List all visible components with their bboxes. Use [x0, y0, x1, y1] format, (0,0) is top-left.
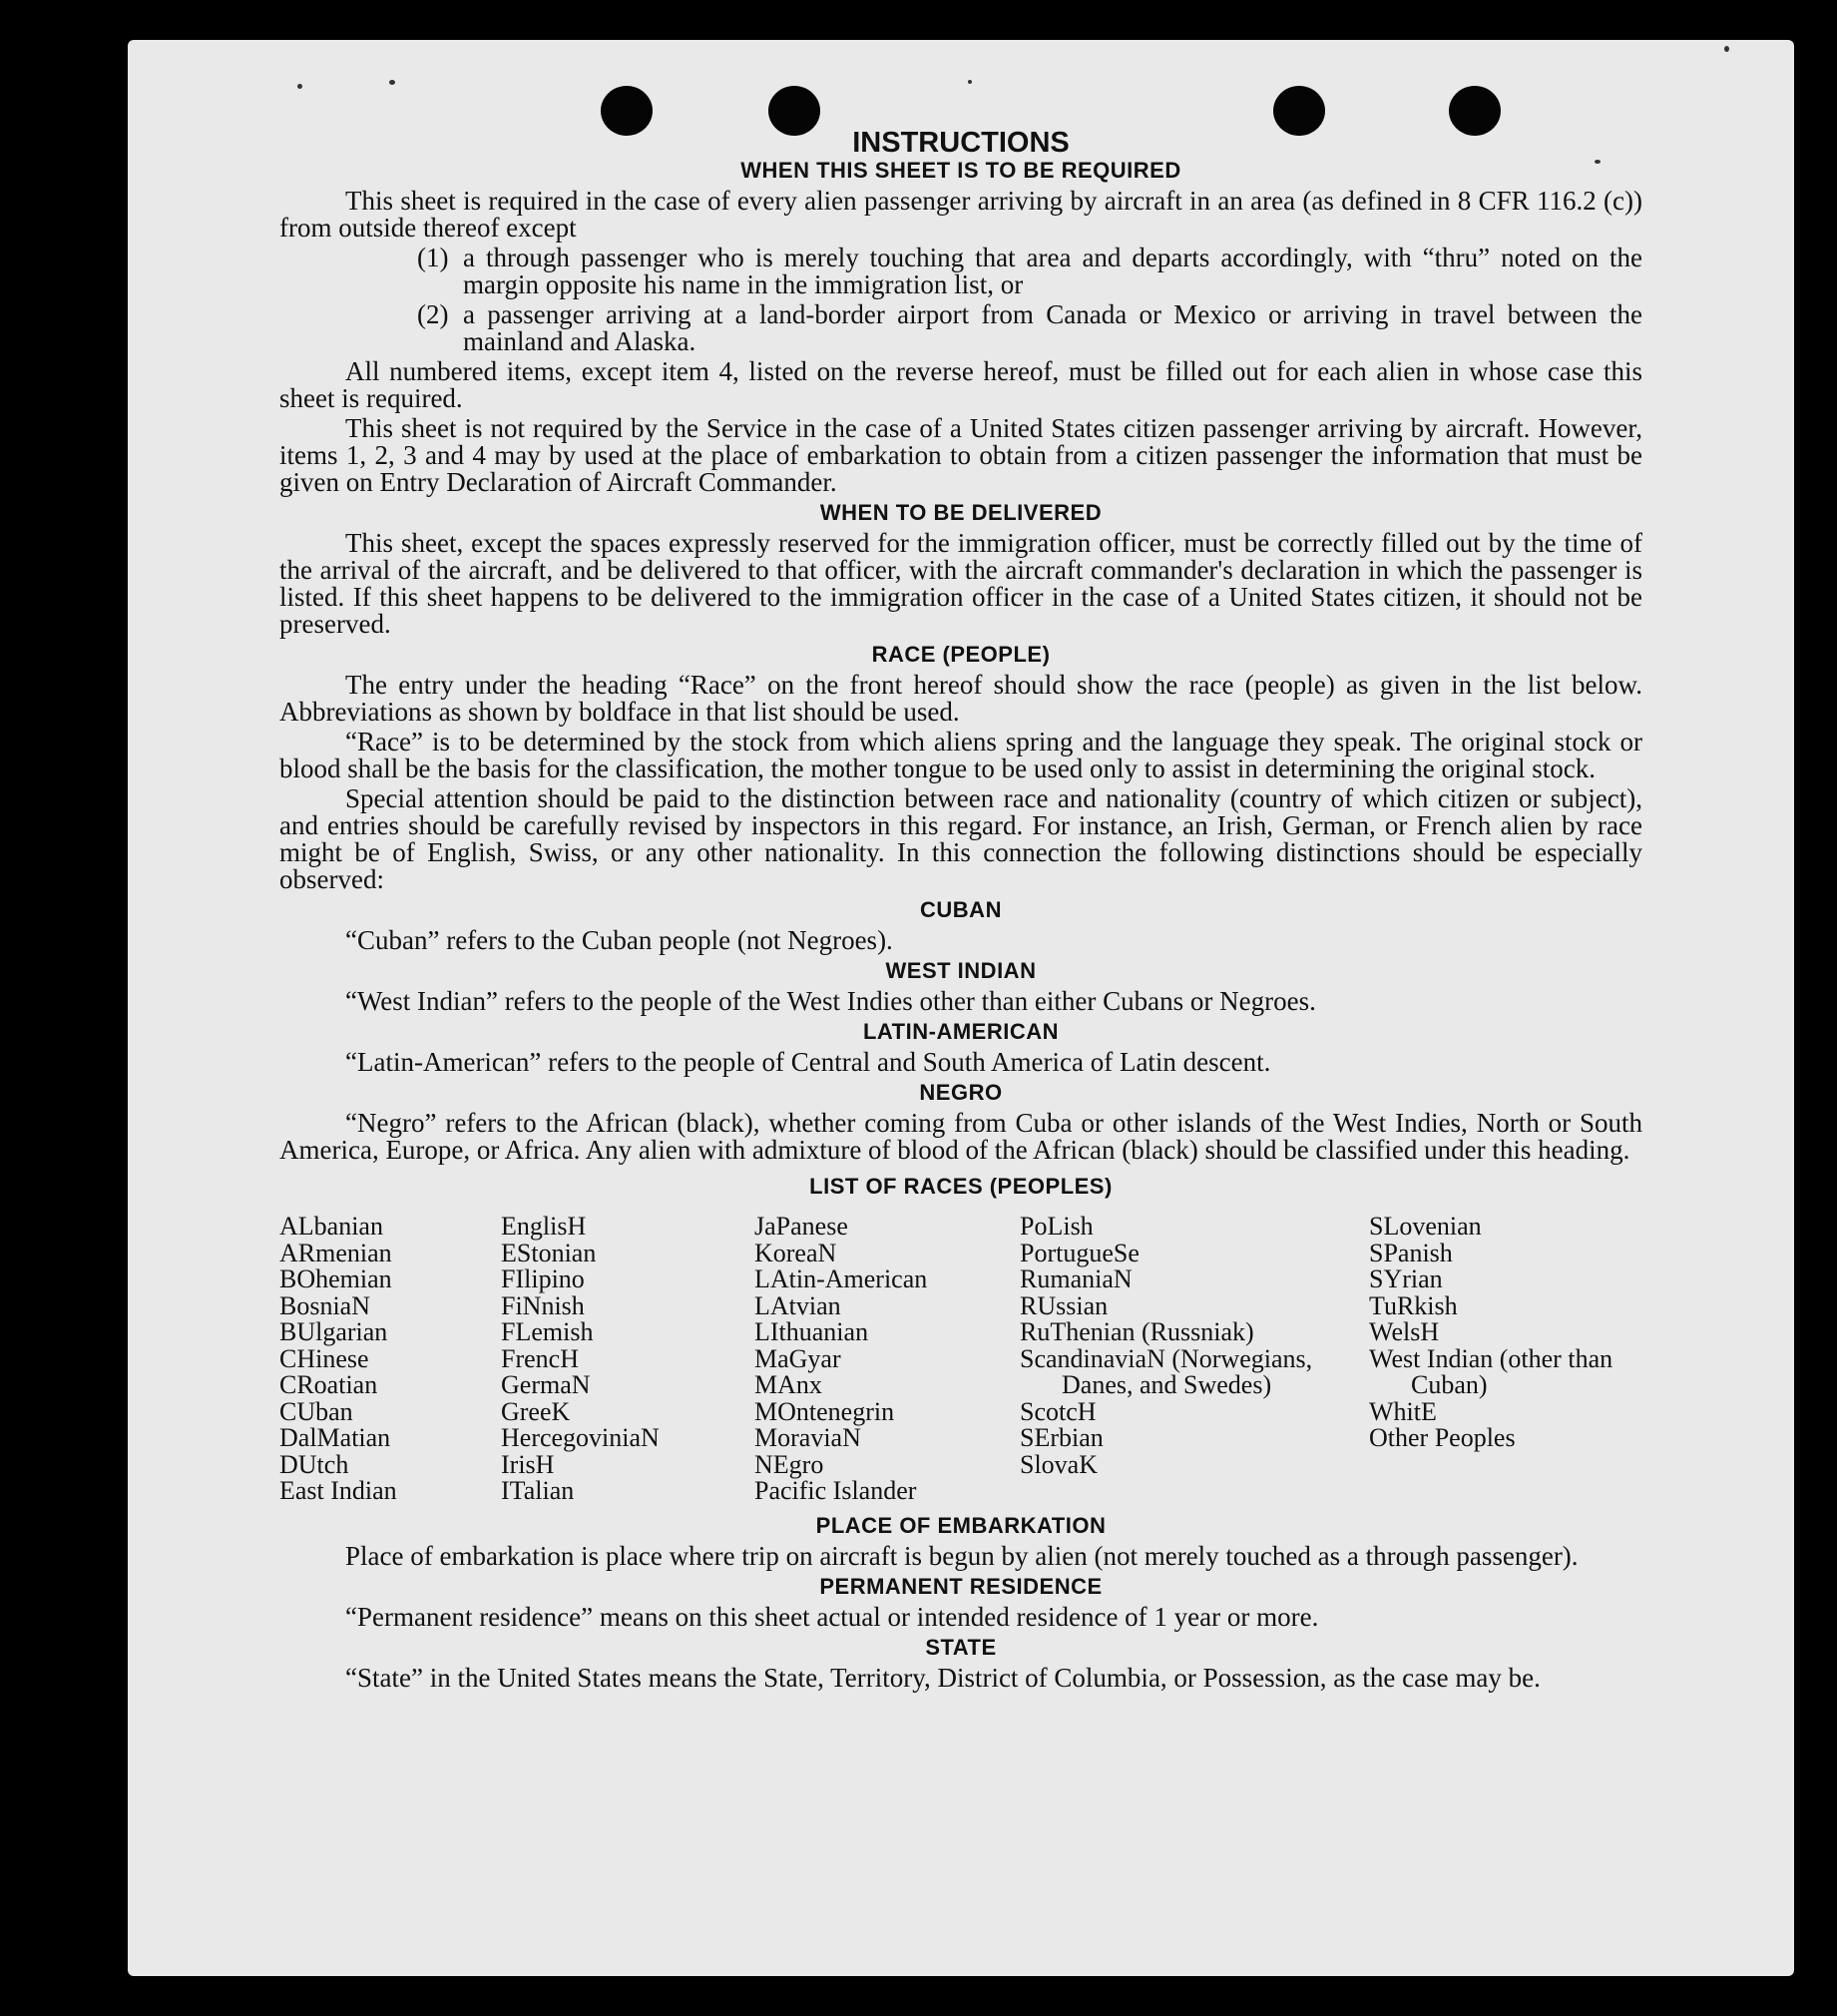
speck	[297, 84, 302, 89]
races-column	[1020, 1214, 1369, 1505]
race-entry: IrisH	[501, 1449, 555, 1479]
race-entry: KoreaN	[754, 1238, 837, 1267]
race-entry: WhitE	[1369, 1396, 1437, 1426]
race-entry: MoraviaN	[754, 1423, 861, 1452]
section-heading-required: WHEN THIS SHEET IS TO BE REQUIRED	[740, 158, 1181, 183]
exception-item	[279, 245, 1642, 298]
race-entry: NEgro	[754, 1449, 824, 1479]
races-column	[1369, 1214, 1642, 1505]
required-paragraph: All numbered items, except item 4, listed on the reverse hereof, must be filled out for each alien in whose case this sheet is required.	[279, 356, 1642, 413]
item-number: (2)	[417, 299, 449, 329]
race-entry: DUtch	[279, 1449, 349, 1479]
race-paragraph: “Race” is to be determined by the stock from which aliens spring and the language they speak. The original stock or blood shall be the basis for the classification, the mother tongue to be used only to assist in determining the original stock.	[279, 727, 1642, 783]
exception-item	[279, 301, 1642, 355]
race-entry: East Indian	[279, 1476, 397, 1505]
race-entry: WelsH	[1369, 1317, 1440, 1346]
state-paragraph: “State” in the United States means the State, Territory, District of Columbia, or Possession, as the case may be.	[345, 1662, 1541, 1693]
race-entry: JaPanese	[754, 1212, 848, 1241]
race-entry: SErbian	[1020, 1423, 1104, 1452]
race-entry: EStonian	[501, 1238, 597, 1267]
race-entry: GermaN	[501, 1370, 591, 1399]
race-entry: BOhemian	[279, 1264, 392, 1293]
race-entry: Pacific Islander	[754, 1476, 917, 1505]
race-entry: FLemish	[501, 1317, 594, 1346]
heading-cuban: CUBAN	[920, 897, 1002, 922]
section-heading-residence: PERMANENT RESIDENCE	[819, 1573, 1103, 1599]
speck	[968, 80, 972, 84]
heading-west-indian: WEST INDIAN	[885, 958, 1037, 983]
race-entry: MaGyar	[754, 1343, 841, 1373]
race-entry: LAtvian	[754, 1290, 841, 1320]
race-entry: MAnx	[754, 1370, 822, 1399]
heading-latin-american: LATIN-AMERICAN	[862, 1019, 1059, 1044]
item-text: a passenger arriving at a land-border airport from Canada or Mexico or arriving in travel between the mainland and Alaska.	[463, 299, 1642, 356]
definition-west-indian: “West Indian” refers to the people of the West Indies other than either Cubans or Negroes.	[345, 986, 1316, 1016]
races-column	[279, 1214, 501, 1505]
race-entry: ALbanian	[279, 1212, 383, 1241]
embarkation-paragraph: Place of embarkation is place where trip on aircraft is begun by alien (not merely touched as a through passenger).	[345, 1540, 1579, 1571]
race-entry: CRoatian	[279, 1370, 378, 1399]
race-entry: SYrian	[1369, 1264, 1443, 1293]
race-entry: TuRkish	[1369, 1290, 1458, 1320]
race-entry: FIlipino	[501, 1264, 585, 1293]
race-paragraph: The entry under the heading “Race” on the front hereof should show the race (people) as given in the list below. Abbreviations as shown by boldface in that list should be used.	[279, 670, 1642, 727]
race-entry: RumaniaN	[1020, 1264, 1133, 1293]
residence-paragraph: “Permanent residence” means on this sheet actual or intended residence of 1 year or more.	[345, 1601, 1319, 1632]
races-column	[754, 1214, 1020, 1505]
section-heading-race: RACE (PEOPLE)	[871, 642, 1051, 667]
section-heading-state: STATE	[925, 1634, 997, 1660]
race-entry: ITalian	[501, 1476, 575, 1505]
definition-negro: “Negro” refers to the African (black), whether coming from Cuba or other islands of the West Indies, North or South America, Europe, or Africa. Any alien with admixture of blood of the African (black) should be classified under this heading.	[279, 1108, 1642, 1165]
race-entry: MOntenegrin	[754, 1396, 895, 1426]
race-entry: LIthuanian	[754, 1317, 869, 1346]
delivered-paragraph: This sheet, except the spaces expressly reserved for the immigration officer, must be correctly filled out by the time of the arrival of the aircraft, and be delivered to that officer, with the aircraft commander's declaration in which the passenger is listed. If this sheet happens to be delivered to the immigration officer in the case of a United States citizen, it should not be preserved.	[279, 528, 1642, 639]
race-entry: PortugueSe	[1020, 1238, 1140, 1267]
speck	[389, 80, 395, 85]
race-entry: GreeK	[501, 1396, 571, 1426]
race-entry: BUlgarian	[279, 1317, 388, 1346]
speck	[1724, 46, 1729, 52]
race-entry: FiNnish	[501, 1290, 585, 1320]
race-entry: SPanish	[1369, 1238, 1453, 1267]
race-entry: RuThenian (Russniak)	[1020, 1317, 1254, 1346]
section-heading-embarkation: PLACE OF EMBARKATION	[815, 1512, 1107, 1538]
race-entry: FrencH	[501, 1343, 579, 1373]
citizen-paragraph: This sheet is not required by the Service in the case of a United States citizen passenger arriving by aircraft. However, items 1, 2, 3 and 4 may by used at the place of embarkation to obtain from a citizen passenger the information that must be given on Entry Declaration of Aircraft Commander.	[279, 413, 1642, 497]
race-entry: PoLish	[1020, 1212, 1094, 1241]
race-entry: DalMatian	[279, 1423, 391, 1452]
race-entry: LAtin-American	[754, 1264, 928, 1293]
item-text: a through passenger who is merely touching that area and departs accordingly, with “thru” noted on the margin opposite his name in the immigration list, or	[463, 243, 1642, 299]
race-entry: RUssian	[1020, 1290, 1109, 1320]
race-entry: BosniaN	[279, 1290, 370, 1320]
definition-latin-american: “Latin-American” refers to the people of Central and South America of Latin descent.	[345, 1047, 1271, 1077]
race-entry: CHinese	[279, 1343, 369, 1373]
race-paragraph: Special attention should be paid to the distinction between race and nationality (country of which citizen or subject), and entries should be carefully revised by inspectors in this regard. For instance, an Irish, German, or French alien by race might be of English, Swiss, or any other nationality. In this connection the following distinctions should be especially observed:	[279, 783, 1642, 894]
race-entry: CUban	[279, 1396, 353, 1426]
race-entry: EnglisH	[501, 1212, 587, 1241]
required-intro: This sheet is required in the case of every alien passenger arriving by aircraft in an area (as defined in 8 CFR 116.2 (c)) from outside thereof except	[279, 186, 1642, 243]
race-entry: ARmenian	[279, 1238, 392, 1267]
definition-cuban: “Cuban” refers to the Cuban people (not Negroes).	[345, 925, 893, 955]
race-entry: SlovaK	[1020, 1449, 1098, 1479]
race-entry: SLovenian	[1369, 1212, 1482, 1241]
page-title: INSTRUCTIONS	[852, 127, 1070, 159]
item-number: (1)	[417, 243, 449, 272]
race-entry: Other Peoples	[1369, 1423, 1516, 1452]
race-entry: West Indian (other than Cuban)	[1369, 1343, 1613, 1399]
race-entry: HercegoviniaN	[501, 1423, 660, 1452]
race-entry: ScotcH	[1020, 1396, 1097, 1426]
races-list	[279, 1214, 1642, 1505]
race-entry: ScandinaviaN (Norwegians, Danes, and Swedes)	[1020, 1343, 1313, 1399]
section-heading-delivered: WHEN TO BE DELIVERED	[819, 500, 1103, 525]
instructions-content	[279, 128, 1642, 1692]
heading-negro: NEGRO	[919, 1080, 1003, 1105]
races-list-heading: LIST OF RACES (PEOPLES)	[809, 1174, 1113, 1199]
races-column	[501, 1214, 754, 1505]
